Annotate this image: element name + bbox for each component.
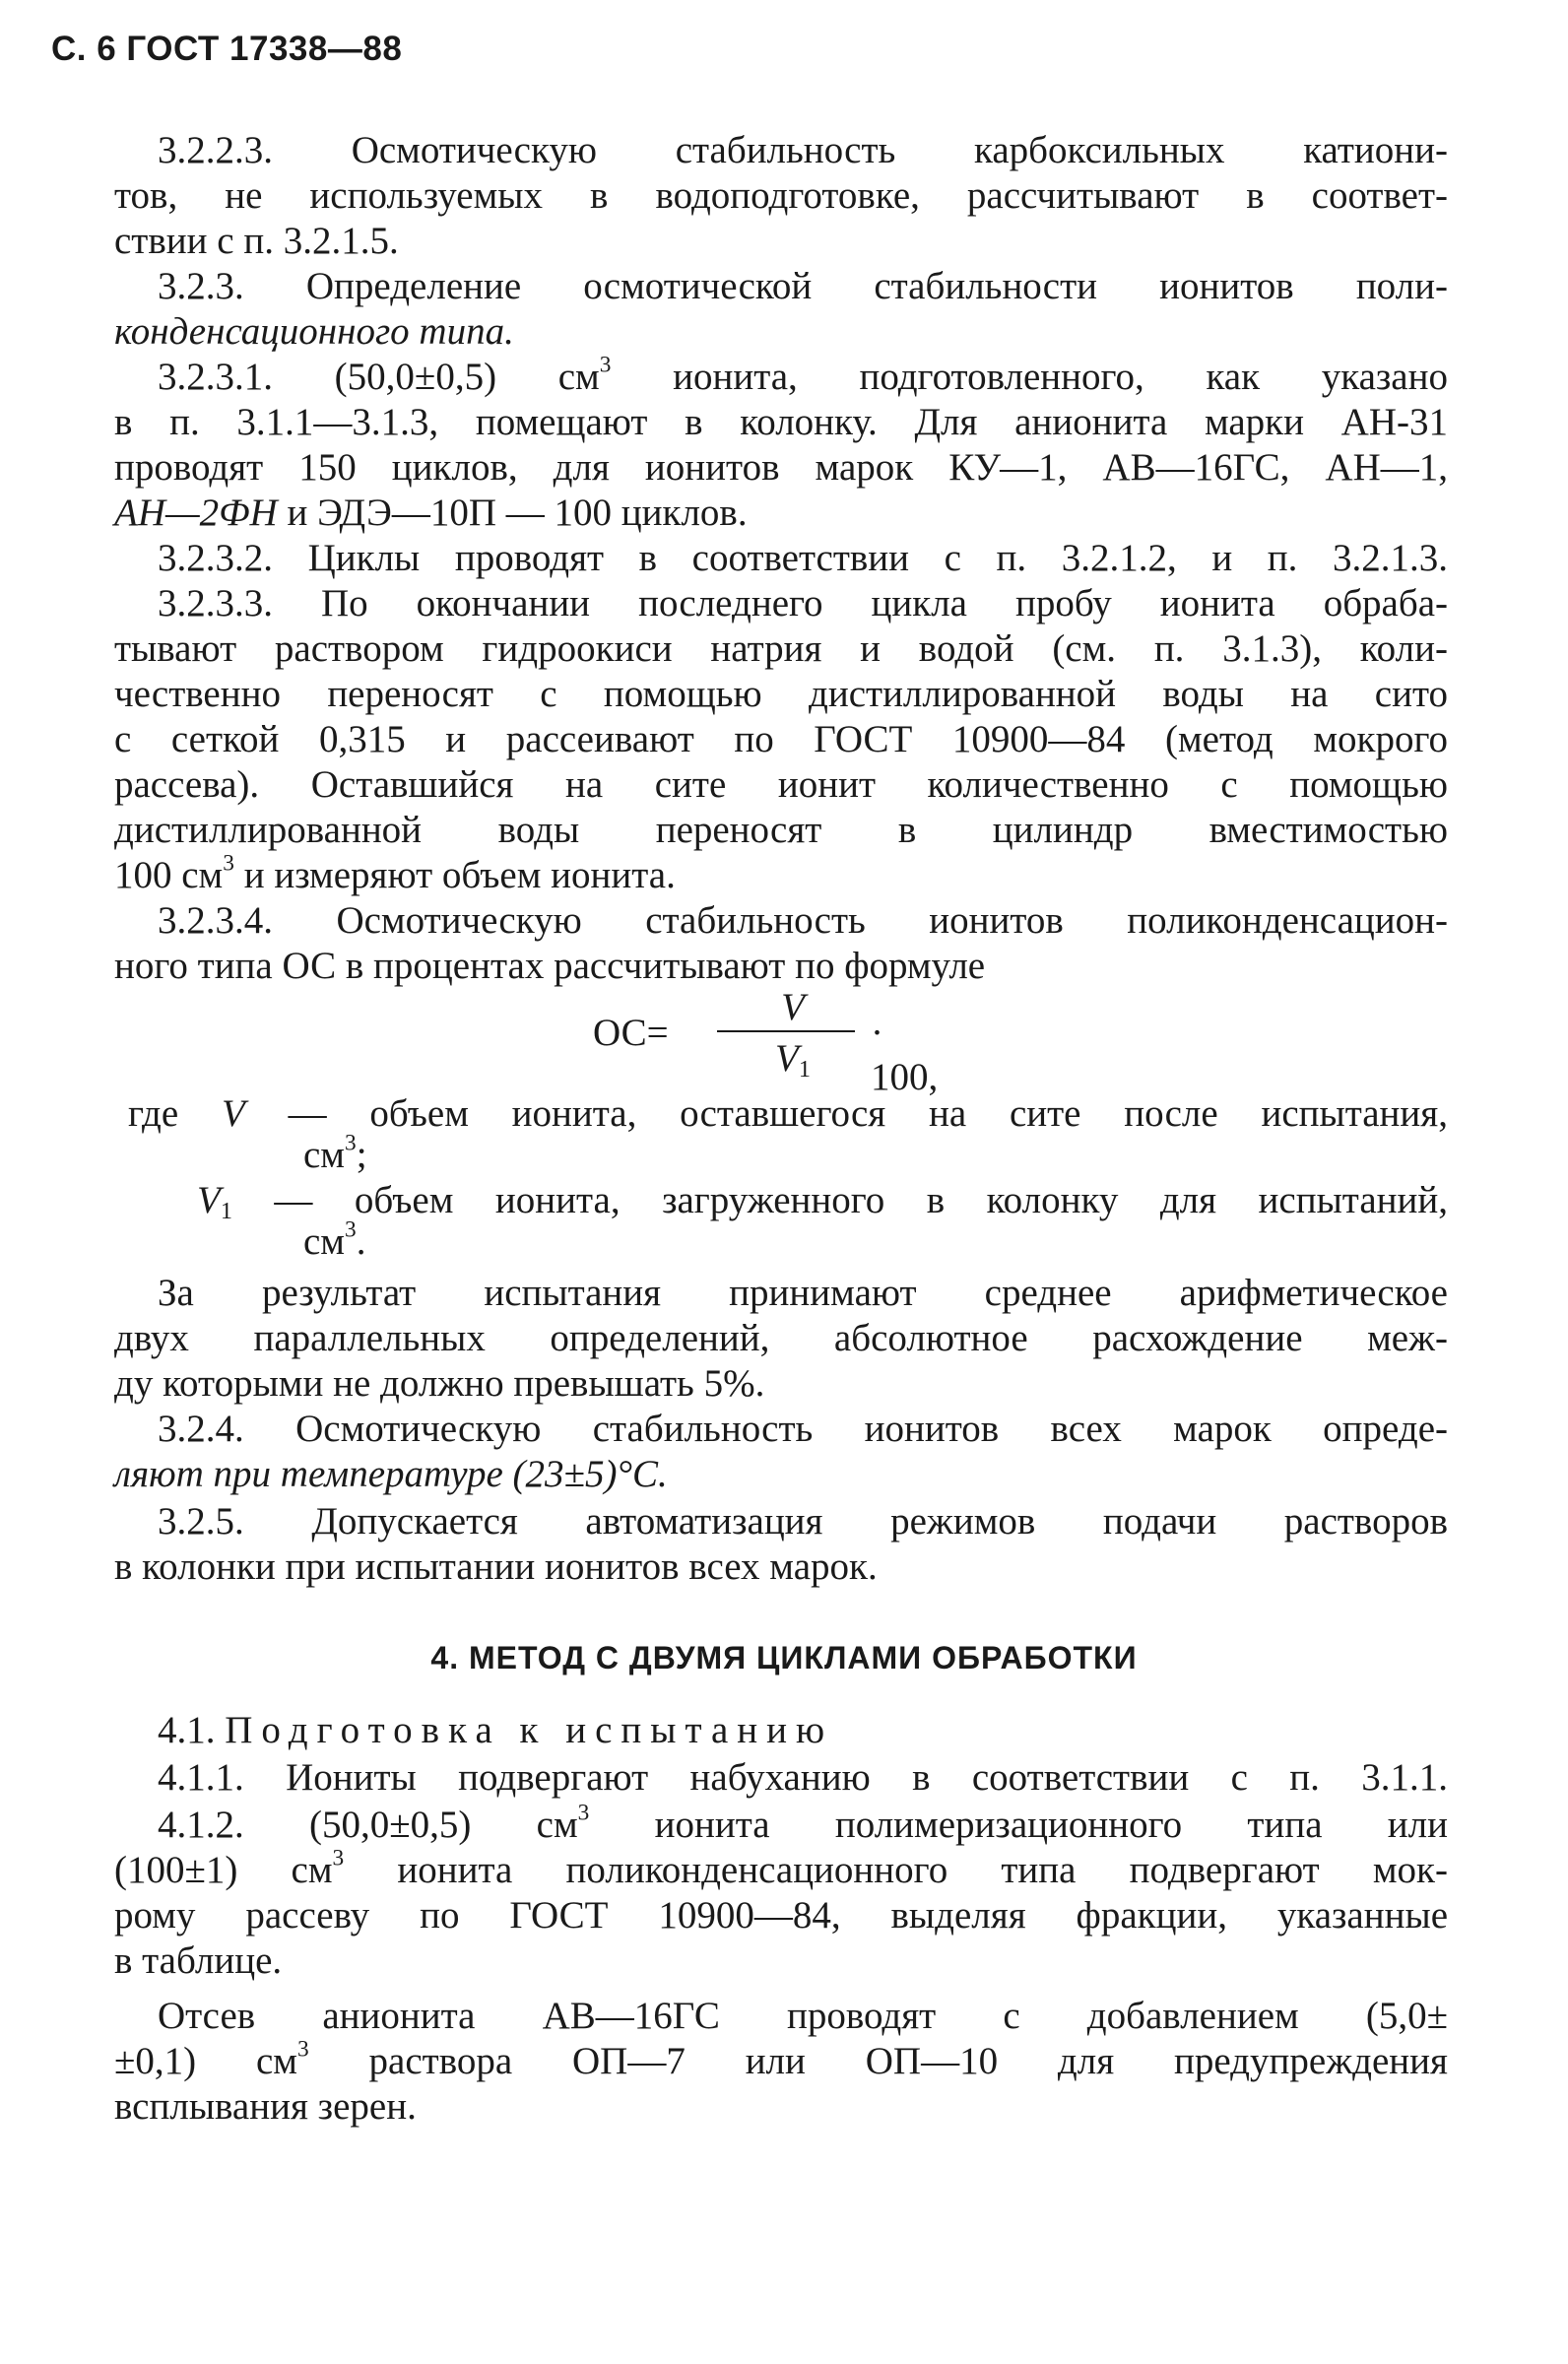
text-line: конденсационного типа.	[114, 310, 514, 353]
definition-unit: $см^3$.	[303, 1216, 366, 1263]
formula	[593, 986, 947, 1098]
formula-rhs: · 100,	[871, 1012, 939, 1098]
text-line: проводят 150 циклов, для ионитов марок КУ—1, АВ—16ГС, АН—1,	[114, 446, 1448, 489]
text-line: 3.2.3.3. По окончании последнего цикла пробу ионита обраба-	[158, 582, 1448, 624]
subsection-title: 4.1. Подготовка к испытанию	[158, 1709, 834, 1751]
text-line: дистиллированной воды переносят в цилиндр вместимостью	[114, 809, 1448, 851]
text-line: 3.2.3.4. Осмотическую стабильность ионитов поликонденсацион-	[158, 899, 1448, 942]
text-line: в колонки при испытании ионитов всех марок.	[114, 1545, 878, 1588]
section-heading: 4. МЕТОД С ДВУМЯ ЦИКЛАМИ ОБРАБОТКИ	[430, 1640, 1138, 1675]
formula-denominator: $V_1$	[775, 1037, 811, 1084]
formula-lhs: ОС=	[593, 1012, 669, 1054]
text-line: (100±1) $см^3$ ионита поликонденсационного типа подвергают мок-	[114, 1845, 1448, 1891]
text-line: тов, не используемых в водоподготовке, рассчитывают в соответ-	[114, 174, 1448, 217]
text-line: ляют при температуре (23±5)°С.	[114, 1453, 668, 1495]
definition-line: $V_1$ — объем ионита, загруженного в колонку для испытаний,	[197, 1179, 1448, 1225]
text-line: АН—2ФН и ЭДЭ—10П — 100 циклов.	[114, 492, 748, 534]
formula-numerator: V	[781, 986, 805, 1028]
text-line: тывают раствором гидроокиси натрия и водой (см. п. 3.1.3), коли-	[114, 627, 1448, 670]
text-line: рассева). Оставшийся на сите ионит количественно с помощью	[114, 763, 1448, 806]
text-line: рому рассеву по ГОСТ 10900—84, выделяя фракции, указанные	[114, 1894, 1448, 1937]
text-line: чественно переносят с помощью дистиллированной воды на сито	[114, 673, 1448, 715]
text-line: в п. 3.1.1—3.1.3, помещают в колонку. Для анионита марки АН-31	[114, 401, 1448, 443]
text-line: 4.1.1. Иониты подвергают набуханию в соответствии с п. 3.1.1.	[158, 1756, 1448, 1799]
text-line: 3.2.3.2. Циклы проводят в соответствии с п. 3.2.1.2, и п. 3.2.1.3.	[158, 537, 1448, 579]
text-line: ствии с п. 3.2.1.5.	[114, 220, 399, 262]
text-line: 3.2.4. Осмотическую стабильность ионитов всех марок опреде-	[158, 1408, 1448, 1450]
text-line: с сеткой 0,315 и рассеивают по ГОСТ 10900—84 (метод мокрого	[114, 718, 1448, 760]
text-line: 3.2.2.3. Осмотическую стабильность карбоксильных катиони-	[158, 129, 1448, 171]
text-line: 3.2.3. Определение осмотической стабильности ионитов поли-	[158, 265, 1448, 307]
text-line: в таблице.	[114, 1939, 283, 1982]
fraction-bar	[717, 1030, 855, 1032]
text-line: двух параллельных определений, абсолютное расхождение меж-	[114, 1317, 1448, 1359]
text-line: ду которыми не должно превышать 5%.	[114, 1362, 765, 1405]
text-line: 100 $см^3$ и измеряют объем ионита.	[114, 850, 676, 896]
text-line: 4.1.2. (50,0±0,5) $см^3$ ионита полимеризационного типа или	[158, 1800, 1448, 1846]
text-line: всплывания зерен.	[114, 2085, 417, 2128]
text-line: Отсев анионита АВ—16ГС проводят с добавлением (5,0±	[158, 1995, 1448, 2037]
text-line: ±0,1) $см^3$ раствора ОП—7 или ОП—10 для предупреждения	[114, 2036, 1448, 2082]
page-header: С. 6 ГОСТ 17338—88	[51, 30, 403, 68]
text-line: За результат испытания принимают среднее арифметическое	[158, 1272, 1448, 1314]
definition-unit: $см^3$;	[303, 1130, 367, 1176]
text-line: 3.2.3.1. (50,0±0,5) $см^3$ ионита, подготовленного, как указано	[158, 352, 1448, 398]
definition-line: где V — объем ионита, оставшегося на сите после испытания,	[128, 1092, 1448, 1135]
text-line: ного типа ОС в процентах рассчитывают по формуле	[114, 945, 986, 987]
text-line: 3.2.5. Допускается автоматизация режимов подачи растворов	[158, 1500, 1448, 1543]
